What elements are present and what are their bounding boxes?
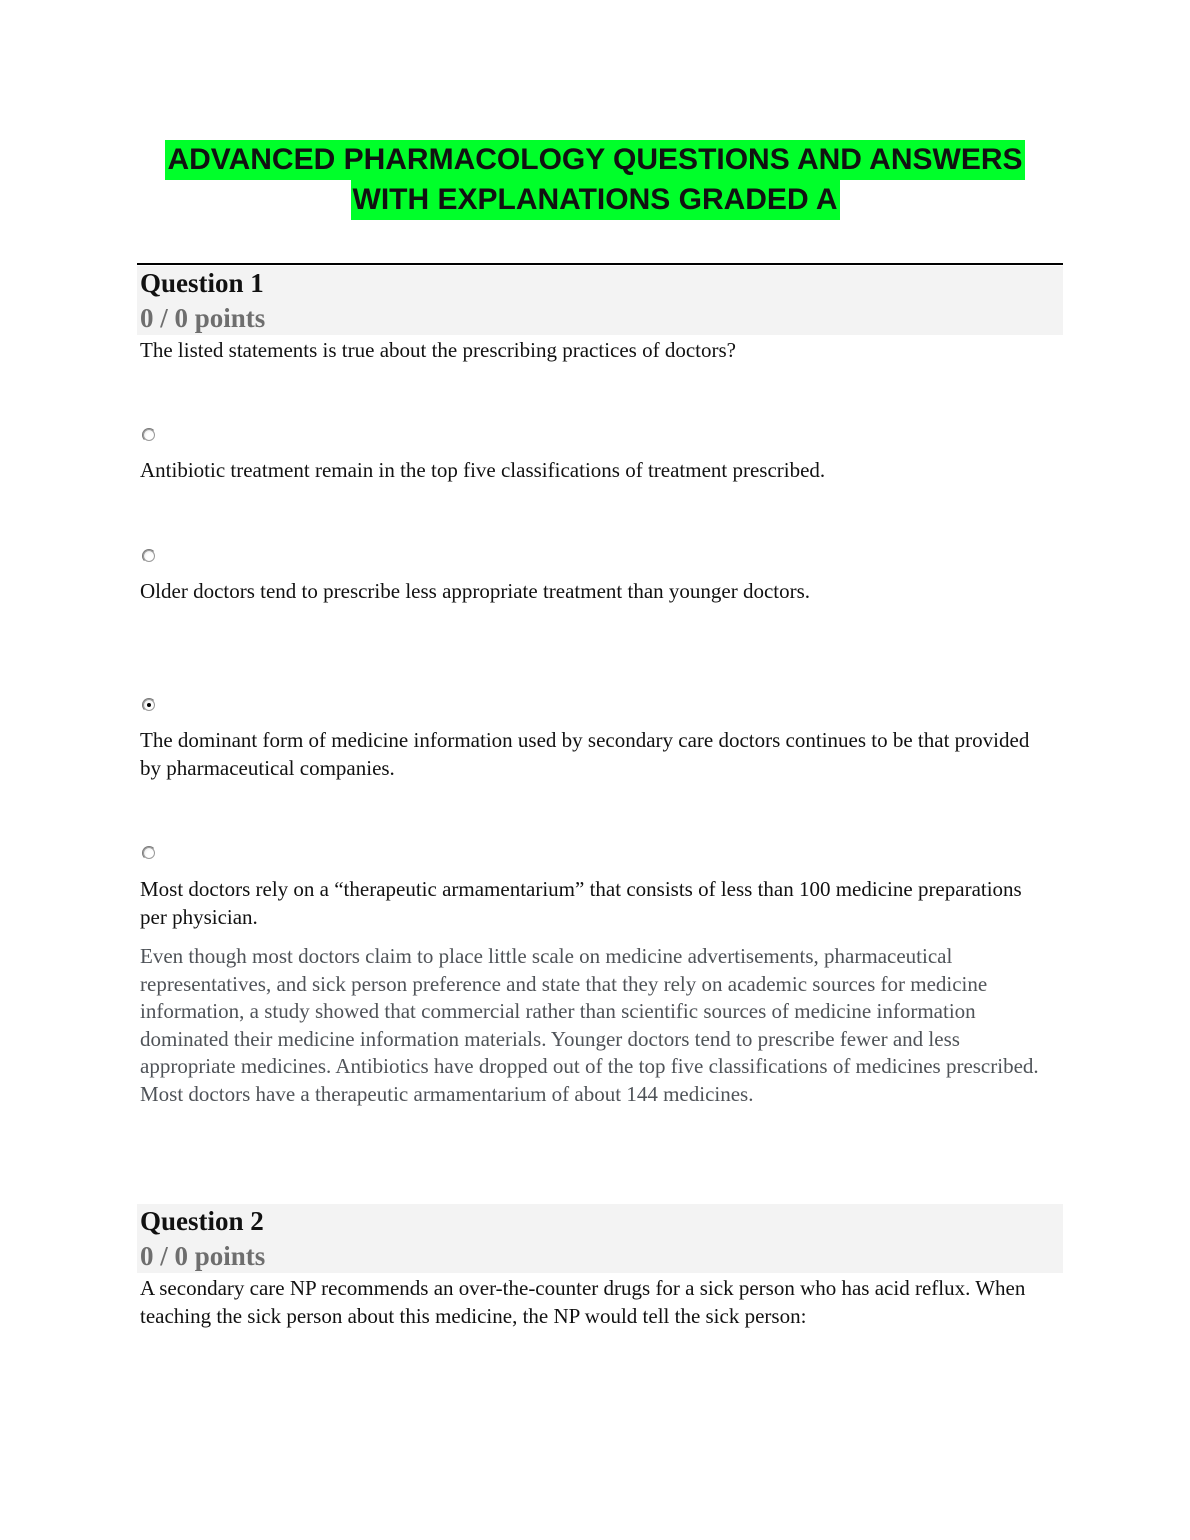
question-1-feedback: Even though most doctors claim to place little scale on medicine advertisements, pharmaceutical representatives, and sick person preference and state that they rely on academic sources for medicine information, a study showed that commercial rather than scientific sources of medicine information dominated their medicine information materials. Younger doctors tend to prescribe fewer and less appropriate medicines. Antibiotics have dropped out of the top five classifications of medicines prescribed. Most doctors have a therapeutic armamentarium of about 144 medicines. (140, 944, 1039, 1106)
title-line-2: WITH EXPLANATIONS GRADED A (351, 180, 840, 220)
question-1-option-4-radio[interactable] (143, 847, 155, 859)
question-2-points: 0 / 0 points (140, 1241, 266, 1271)
question-2-title: Question 2 (140, 1206, 264, 1236)
question-1-option-4-text: Most doctors rely on a “therapeutic armamentarium” that consists of less than 100 medicine preparations per physician. (140, 877, 1022, 929)
question-1-prompt: The listed statements is true about the prescribing practices of doctors? (140, 338, 736, 362)
question-2-header (137, 1204, 1063, 1273)
question-1-option-3-radio-selected[interactable] (143, 699, 155, 711)
question-1-option-1-text: Antibiotic treatment remain in the top five classifications of treatment prescribed. (140, 458, 826, 482)
question-1-option-2-radio[interactable] (143, 550, 155, 562)
question-1-header (137, 266, 1063, 335)
title-line-1: ADVANCED PHARMACOLOGY QUESTIONS AND ANSWERS (165, 140, 1024, 180)
question-1-option-3-text: The dominant form of medicine information used by secondary care doctors continues to be that provided by pharmaceutical companies. (140, 728, 1030, 780)
question-1-title: Question 1 (140, 268, 264, 298)
question-1-option-2-text: Older doctors tend to prescribe less appropriate treatment than younger doctors. (140, 579, 811, 603)
question-1-option-1-radio[interactable] (143, 429, 155, 441)
question-1-points: 0 / 0 points (140, 303, 266, 333)
document-title (0, 140, 1190, 220)
section-divider (137, 263, 1063, 265)
question-2-prompt: A secondary care NP recommends an over-the-counter drugs for a sick person who has acid reflux. When teaching the sick person about this medicine, the NP would tell the sick person: (140, 1276, 1026, 1328)
